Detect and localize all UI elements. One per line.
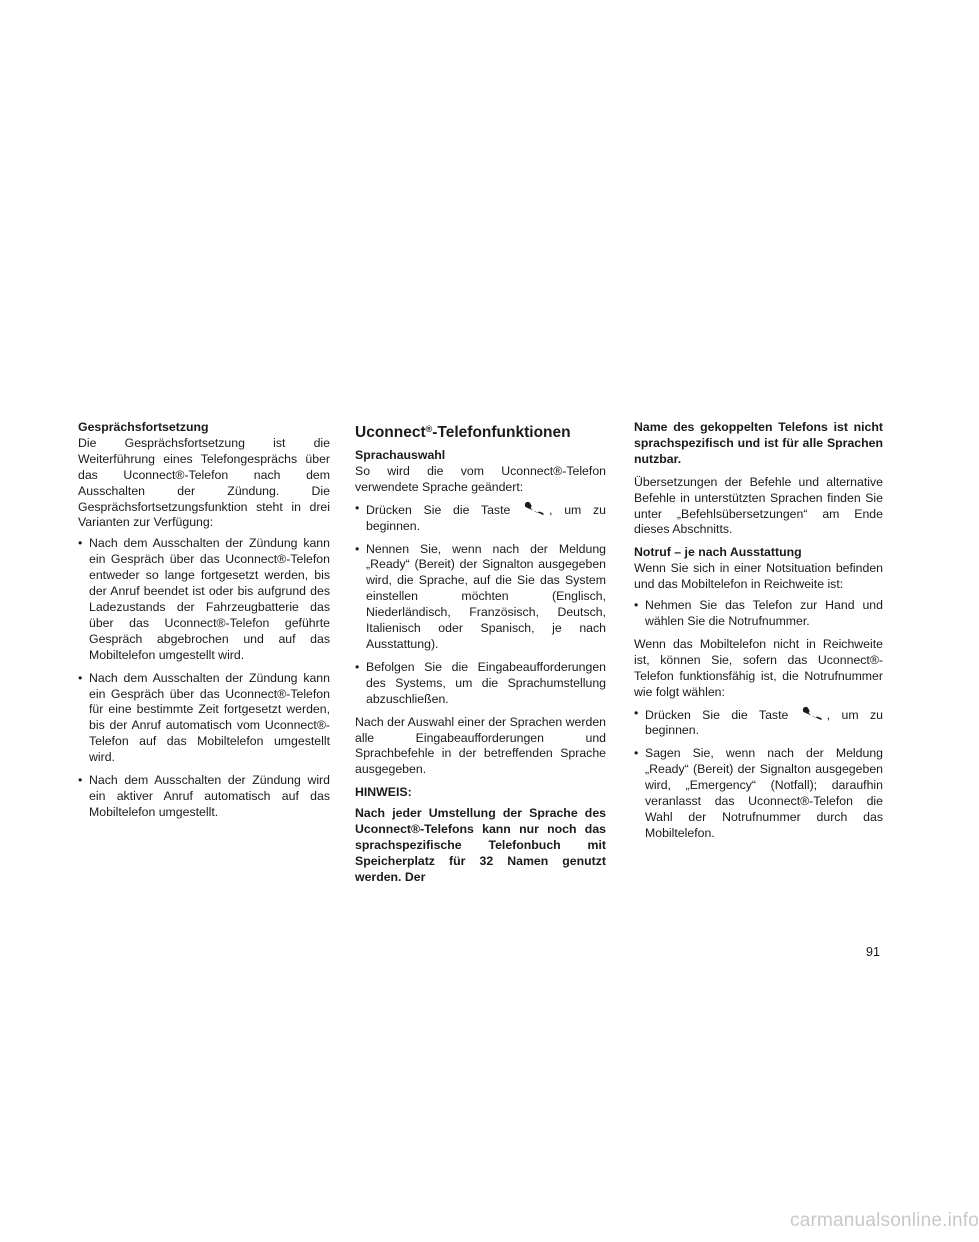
note-continuation: Name des gekoppelten Telefons ist nicht sprachspezifisch und ist für alle Sprachen nutzbar. (634, 420, 883, 466)
emergency-list-b (634, 706, 883, 842)
note-text: Nach jeder Umstellung der Sprache des Uconnect®-Telefons kann nur noch das sprachspezifische Telefonbuch mit Speicherplatz für 32 Namen genutzt werden. Der (355, 806, 606, 884)
language-intro: So wird die vom Uconnect®-Telefon verwendete Sprache geändert: (355, 463, 606, 494)
list-item: • Nach dem Ausschalten der Zündung kann ein Gespräch über das Uconnect®-Telefon für eine bestimmte Zeit fortgesetzt werden, bis der Anruf automatisch vom Uconnect®-Telefon auf das Mobiltelefon umgestellt wird. (78, 670, 330, 765)
heading-call-continuation: Gesprächsfortsetzung (78, 420, 209, 434)
emergency-out-of-reach-paragraph: Wenn das Mobiltelefon nicht in Reichweite ist, können Sie, sofern das Uconnect®-Telefon funktionsfähig ist, die Notrufnummer wie folgt wählen: (634, 636, 883, 699)
emergency-intro: Wenn Sie sich in einer Notsituation befinden und das Mobiltelefon in Reichweite ist: (634, 561, 883, 592)
watermark: carmanualsonline.info (790, 1210, 979, 1231)
section-title: Uconnect®-Telefonfunktionen (355, 424, 571, 441)
heading-emergency-call: Notruf – je nach Ausstattung (634, 545, 802, 560)
right-column (634, 420, 883, 849)
translations-paragraph: Übersetzungen der Befehle und alternative Befehle in unterstützten Sprachen finden Sie unter „Befehlsübersetzungen“ am Ende dieses Abschnitts. (634, 474, 883, 537)
language-steps-list (355, 501, 606, 708)
emergency-list-a (634, 598, 883, 630)
list-item: • Befolgen Sie die Eingabeaufforderungen des Systems, um die Sprachumstellung abzuschließen. (355, 659, 606, 706)
list-item: • Nach dem Ausschalten der Zündung kann ein Gespräch über das Uconnect®-Telefon entweder so lange fortgesetzt werden, bis der Anruf beendet ist oder bis aufgrund des Ladezustands der Fahrzeugbatterie das über das Uconnect®-Telefon geführte Gespräch abgebrochen und auf das Mobiltelefon umgestellt wird. (78, 536, 330, 662)
list-item: • Nehmen Sie das Telefon zur Hand und wählen Sie die Notrufnummer. (634, 598, 883, 628)
note-label: HINWEIS: (355, 785, 412, 800)
list-item: • Drücken Sie die Taste , um zu beginnen. (634, 705, 884, 738)
list-item: • Nennen Sie, wenn nach der Meldung „Ready“ (Bereit) der Signalton ausgegeben wird, die Sprache, auf die Sie das System einstellen möchten (Englisch, Niederländisch, Französisch, Deutsch, Italienisch oder Spanisch, je nach Ausstattung). (355, 541, 606, 651)
phone-handset-icon (523, 501, 547, 515)
language-result-paragraph: Nach der Auswahl einer der Sprachen werden alle Eingabeaufforderungen und Sprachbefehle in der betreffenden Sprache ausgegeben. (355, 714, 606, 777)
left-column (78, 420, 330, 828)
heading-language-selection: Sprachauswahl (355, 448, 446, 462)
page-number: 91 (866, 945, 880, 959)
call-continuation-intro: Die Gesprächsfortsetzung ist die Weiterführung eines Telefongesprächs über das Uconnect®-Telefon nach dem Ausschalten der Zündung. Die Gesprächsfortsetzungsfunktion steht in drei Varianten zur Verfügung: (78, 435, 330, 530)
call-continuation-list (78, 536, 330, 820)
phone-handset-icon (801, 706, 825, 720)
list-item: • Nach dem Ausschalten der Zündung wird ein aktiver Anruf automatisch auf das Mobiltelefon umgestellt. (78, 773, 330, 819)
middle-column (355, 420, 606, 886)
list-item: • Drücken Sie die Taste , um zu beginnen. (355, 500, 607, 533)
list-item: • Sagen Sie, wenn nach der Meldung „Ready“ (Bereit) der Signalton ausgegeben wird, „Emergency“ (Notfall); daraufhin veranlasst das Uconnect®-Telefon die Wahl der Notrufnummer durch das Mobiltelefon. (634, 746, 883, 840)
